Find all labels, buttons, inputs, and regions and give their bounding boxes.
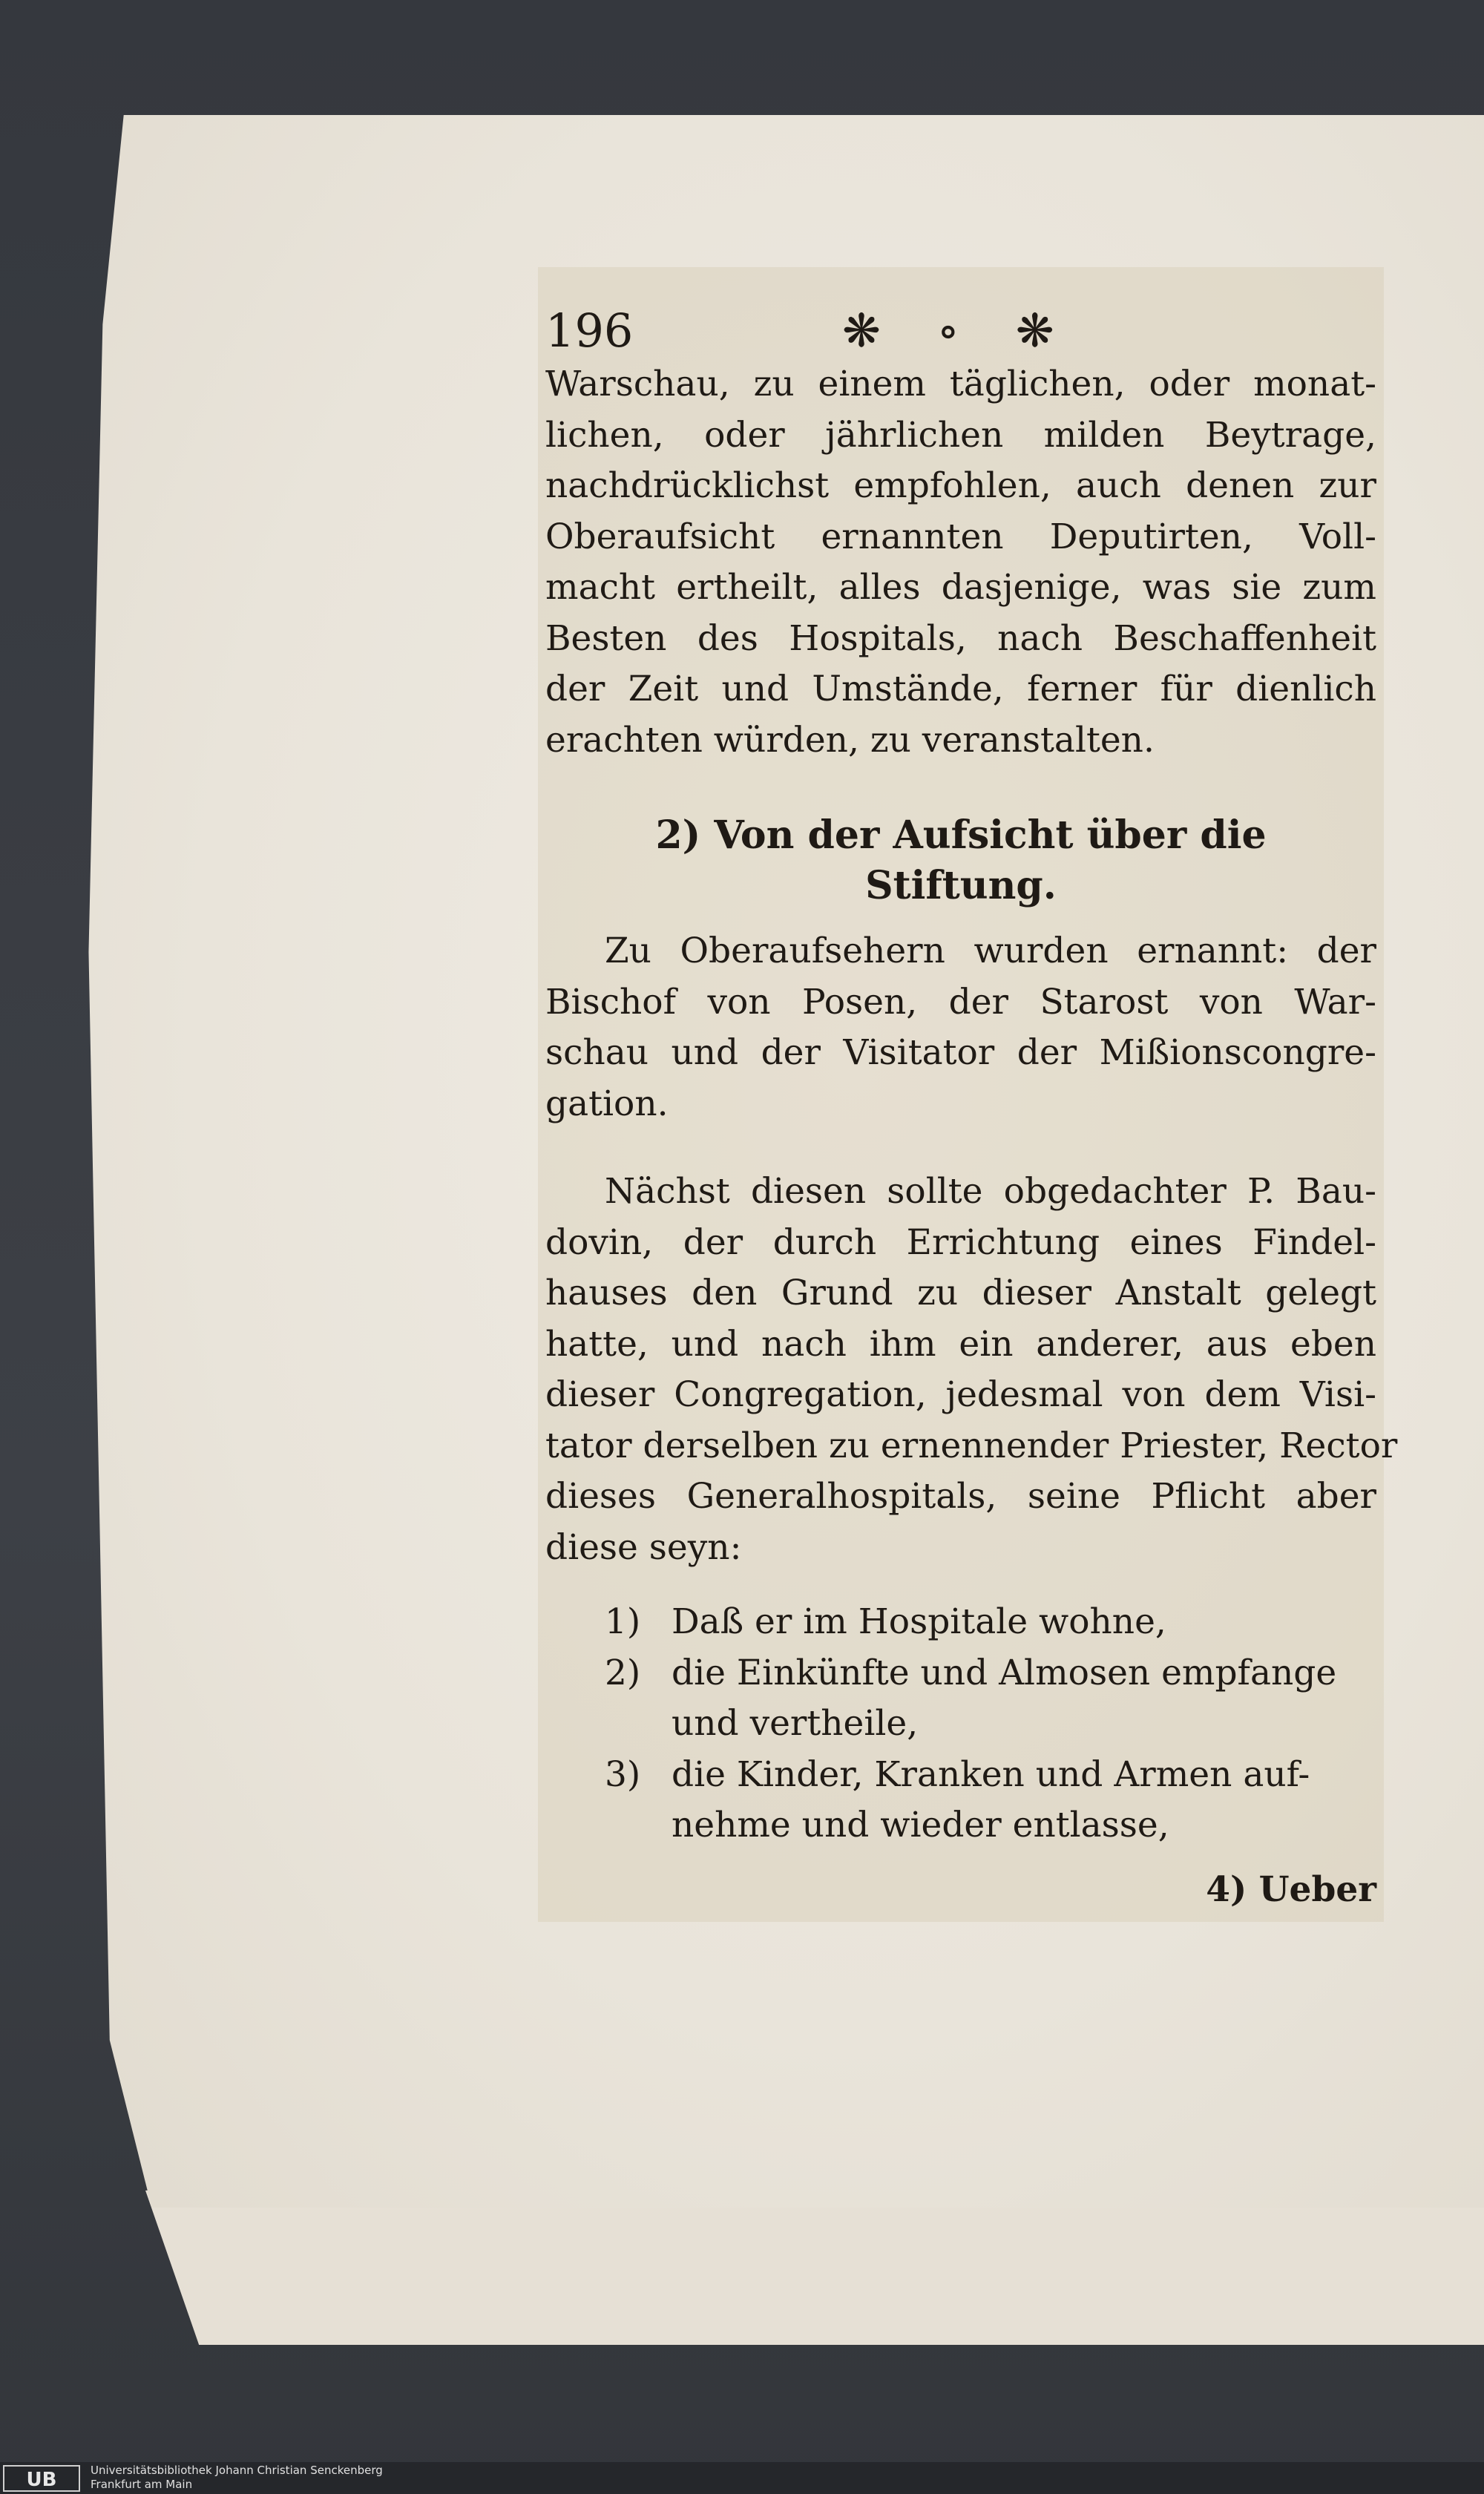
list-item [545,1597,1376,1648]
library-logo: UB [3,2465,80,2492]
footer-line: Frankfurt am Main [91,2478,193,2491]
text-line: hatte, und nach ihm ein anderer, aus eben [545,1323,1376,1365]
text-line: dieser Congregation, jedesmal von dem Visi- [545,1374,1376,1415]
catchword: 4) Ueber [1206,1868,1376,1910]
paragraph-2 [545,926,1376,1129]
section-heading [545,810,1376,911]
text-line: gation. [545,1083,669,1124]
numbered-list [545,1597,1376,1851]
text-line: schau und der Visitator der Mißionscongre- [545,1032,1376,1073]
text-line: Warschau, zu einem täglichen, oder monat- [545,364,1376,404]
list-text-continuation: und vertheile, [672,1703,919,1744]
text-line: erachten würden, zu veranstalten. [545,719,1155,761]
list-text: die Kinder, Kranken und Armen auf- [672,1753,1310,1795]
text-line: nachdrücklichst empfohlen, auch denen zur [545,465,1376,506]
text-line: der Zeit und Umstände, ferner für dienlich [545,669,1376,709]
footer-credit [91,2464,383,2492]
list-text: Daß er im Hospitale wohne, [672,1601,1166,1642]
header-ornament: ❋ ∘ ❋ [842,303,1075,358]
list-item [545,1750,1376,1801]
text-line: diese seyn: [545,1526,742,1568]
list-number: 3) [605,1753,641,1795]
text-line: Zu Oberaufsehern wurden ernannt: der [605,931,1376,971]
list-text-continuation: nehme und wieder entlasse, [672,1805,1169,1845]
page-number: 196 [545,303,634,358]
list-number: 1) [605,1601,641,1642]
list-item [545,1648,1376,1699]
text-line: macht ertheilt, alles dasjenige, was sie zum [545,567,1376,608]
text-line: hauses den Grund zu dieser Anstalt gelegt [545,1273,1376,1313]
page-text [545,303,1398,1915]
list-text: die Einkünfte und Almosen empfange [672,1652,1337,1693]
list-number: 2) [605,1652,641,1693]
heading-line: 2) Von der Aufsicht über die [655,813,1267,858]
paragraph-1 [545,359,1376,766]
heading-line: Stiftung. [865,863,1057,908]
text-line: Bischof von Posen, der Starost von War- [545,981,1376,1023]
page-header [545,303,1376,359]
text-line: lichen, oder jährlichen milden Beytrage, [545,414,1376,456]
text-line: Oberaufsicht ernannten Deputirten, Voll- [545,516,1376,557]
text-line: dieses Generalhospitals, seine Pflicht aber [545,1476,1376,1517]
paragraph-gap [545,1129,1376,1166]
text-line: tator derselben zu ernennender Priester, Rector [545,1425,1398,1466]
footer-line: Universitätsbibliothek Johann Christian Senckenberg [91,2464,383,2477]
text-line: Besten des Hospitals, nach Beschaffenheit [545,617,1376,659]
text-line: Nächst diesen sollte obgedachter P. Bau- [605,1171,1376,1212]
text-line: dovin, der durch Errichtung eines Findel- [545,1221,1376,1263]
paragraph-3 [545,1166,1398,1573]
